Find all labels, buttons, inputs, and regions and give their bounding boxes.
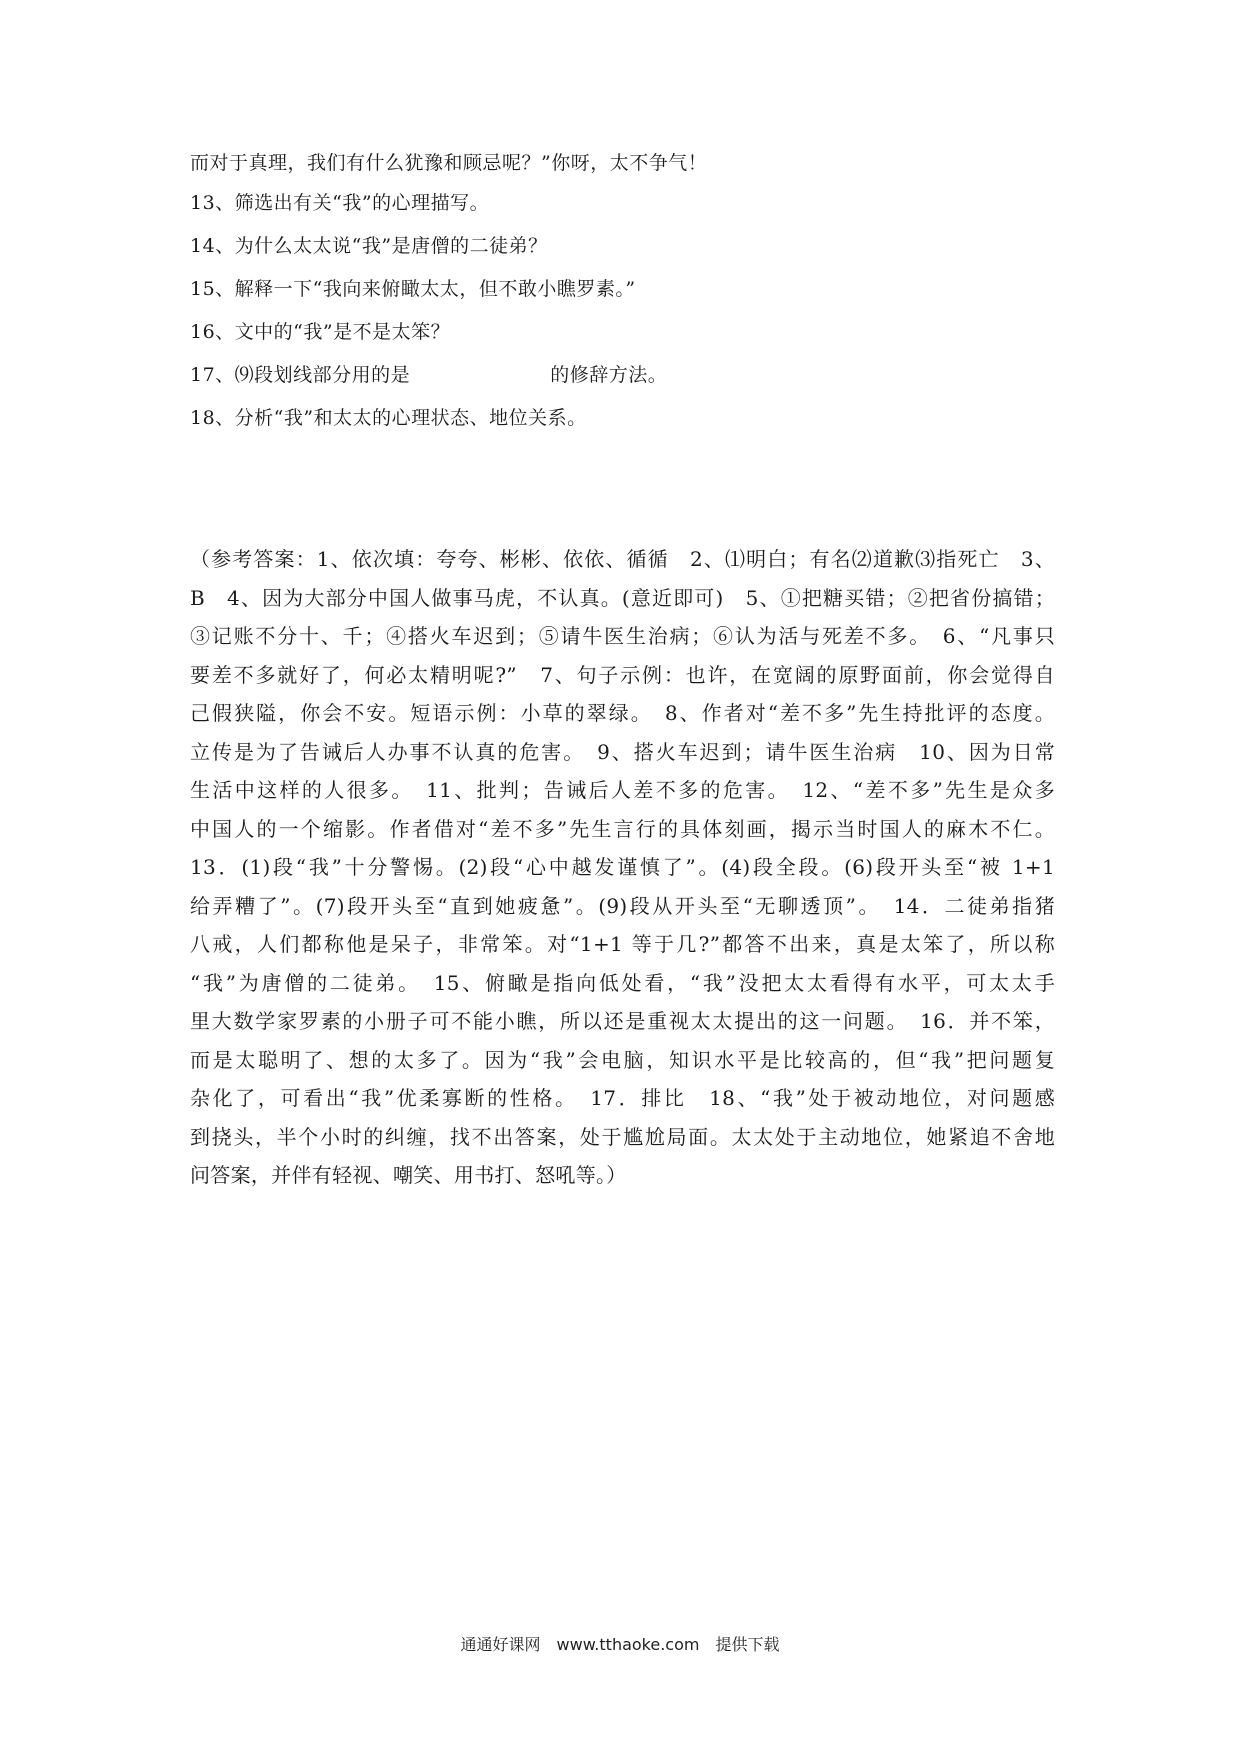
question-17-suffix: 的修辞方法。 xyxy=(550,364,668,386)
question-15: 15、解释一下“我向来俯瞰太太，但不敢小瞧罗素。” xyxy=(190,278,636,300)
answer-line: （参考答案：1、依次填：夸夸、彬彬、依依、循循 2、⑴明白；有名⑵道歉⑶指死亡 3、 xyxy=(190,547,1055,571)
answer-line: “我”为唐僧的二徒弟。 15、俯瞰是指向低处看，“我”没把太太看得有水平，可太太手 xyxy=(190,970,1055,995)
answer-line: 己假狭隘，你会不安。短语示例：小草的翠绿。 8、作者对“差不多”先生持批评的态度。 xyxy=(190,701,1055,725)
answer-line: 中国人的一个缩影。作者借对“差不多”先生言行的具体刻画，揭示当时国人的麻木不仁。 xyxy=(190,816,1055,841)
question-17-prefix: 17、⑼段划线部分用的是 xyxy=(190,364,411,386)
question-13: 13、筛选出有关“我”的心理描写。 xyxy=(190,192,490,214)
page-footer: 通通好课网 www.tthaoke.com 提供下载 xyxy=(460,1635,780,1654)
question-17 xyxy=(190,360,667,387)
answer-line: 生活中这样的人很多。 11、批判；告诫后人差不多的危害。 12、“差不多”先生是众多 xyxy=(190,778,1055,802)
answer-line: 而是太聪明了、想的太多了。因为“我”会电脑，知识水平是比较高的，但“我”把问题复 xyxy=(190,1047,1055,1072)
answer-line: 要差不多就好了，何必太精明呢?” 7、句子示例：也许，在宽阔的原野面前，你会觉得自 xyxy=(190,662,1055,687)
question-18: 18、分析“我”和太太的心理状态、地位关系。 xyxy=(190,407,587,429)
question-14: 14、为什么太太说“我”是唐僧的二徒弟？ xyxy=(190,235,548,257)
question-intro-line: 而对于真理，我们有什么犹豫和顾忌呢？”你呀，太不争气！ xyxy=(190,152,708,174)
answer-line: 立传是为了告诫后人办事不认真的危害。 9、搭火车迟到；请牛医生治病 10、因为日常 xyxy=(190,739,1055,764)
answer-line: 杂化了，可看出“我”优柔寡断的性格。 17．排比 18、“我”处于被动地位，对问题感 xyxy=(190,1086,1055,1110)
answer-line: 给弄糟了”。(7)段开头至“直到她疲惫”。(9)段从开头至“无聊透顶”。 14．二徒弟指猪 xyxy=(190,893,1055,918)
answer-line: 13．(1)段“我”十分警惕。(2)段“心中越发谨慎了”。(4)段全段。(6)段开头至“被 1+1 xyxy=(190,855,1055,879)
answer-line: 八戒，人们都称他是呆子，非常笨。对“1+1 等于几?”都答不出来，真是太笨了，所以称 xyxy=(190,932,1055,956)
answer-line: ③记账不分十、千；④搭火车迟到；⑤请牛医生治病；⑥认为活与死差不多。 6、“凡事只 xyxy=(190,624,1055,648)
question-16: 16、文中的“我”是不是太笨？ xyxy=(190,321,451,343)
reference-answers xyxy=(190,540,1055,1195)
answer-line: 到挠头，半个小时的纠缠，找不出答案，处于尴尬局面。太太处于主动地位，她紧追不舍地 xyxy=(190,1124,1055,1149)
answer-line: 问答案，并伴有轻视、嘲笑、用书打、怒吼等。） xyxy=(190,1163,627,1187)
answer-line: B 4、因为大部分中国人做事马虎，不认真。(意近即可) 5、①把糖买错；②把省份搞错； xyxy=(190,585,1055,610)
answer-line: 里大数学家罗素的小册子可不能小瞧，所以还是重视太太提出的这一问题。 16．并不笨， xyxy=(190,1009,1055,1033)
